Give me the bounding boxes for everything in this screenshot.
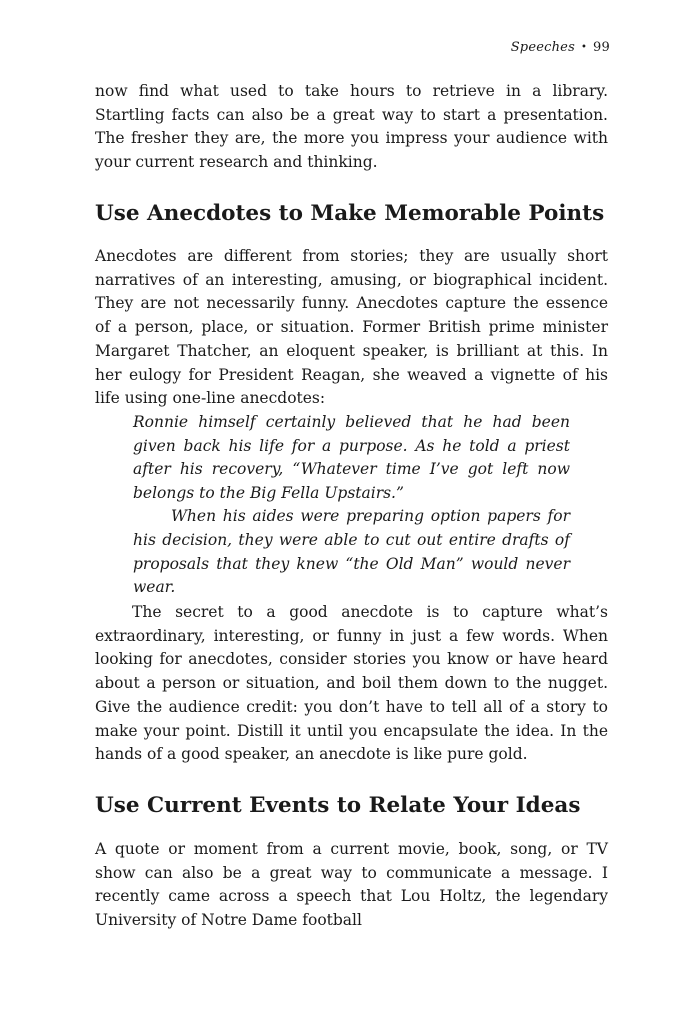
anecdotes-intro-block xyxy=(95,245,608,411)
anecdotes-intro-paragraph: Anecdotes are different from stories; they are usually short narratives of an interesting, amusing, or biographical incident. They are not necessarily funny. Anecdotes capture the essence of a person, place, or situation. Former British prime minister Margaret Thatcher, an eloquent speaker, is brilliant at this. In her eulogy for President Reagan, she weaved a vignette of his life using one-line anecdotes: xyxy=(95,247,608,408)
section-heading-anecdotes: Use Anecdotes to Make Memorable Points xyxy=(95,201,605,226)
page-number: 99 xyxy=(593,40,610,55)
current-events-intro-paragraph: A quote or moment from a current movie, book, song, or TV show can also be a great way to communicate a message. I recently came across a speech that Lou Holtz, the legendary University of Notre Dame football xyxy=(95,840,608,930)
quote-paragraph-2: When his aides were preparing option papers for his decision, they were able to cut out entire drafts of proposals that they knew “the Old Man” would never wear. xyxy=(133,507,570,597)
running-head xyxy=(511,40,610,55)
current-events-heading-block xyxy=(95,792,608,820)
intro-paragraph: now find what used to take hours to retrieve in a library. Startling facts can also be a great way to start a presentation. The fresher they are, the more you impress your audience with your current research and thinking. xyxy=(95,82,608,172)
intro-paragraph-block xyxy=(95,80,608,175)
quote-paragraph-1: Ronnie himself certainly believed that he had been given back his life for a purpose. As he told a priest after his recovery, “Whatever time I’ve got left now belongs to the Big Fella Upstairs.” xyxy=(133,413,570,502)
running-head-bullet: • xyxy=(580,42,588,53)
anecdotes-secret-paragraph: The secret to a good anecdote is to capture what’s extraordinary, interesting, or funny in just a few words. When looking for anecdotes, consider stories you know or have heard about a person or situation, and boil them down to the nugget. Give the audience credit: you don’t have to tell all of a story to make your point. Distill it until you encapsulate the idea. In the hands of a good speaker, an anecdote is like pure gold. xyxy=(95,603,608,764)
current-events-intro-block xyxy=(95,838,608,933)
running-head-section: Speeches xyxy=(510,40,575,55)
section-heading-current-events: Use Current Events to Relate Your Ideas xyxy=(95,793,581,818)
anecdotes-secret-block xyxy=(95,601,608,767)
anecdotes-heading-block xyxy=(95,200,608,228)
thatcher-block-quote xyxy=(133,411,570,600)
